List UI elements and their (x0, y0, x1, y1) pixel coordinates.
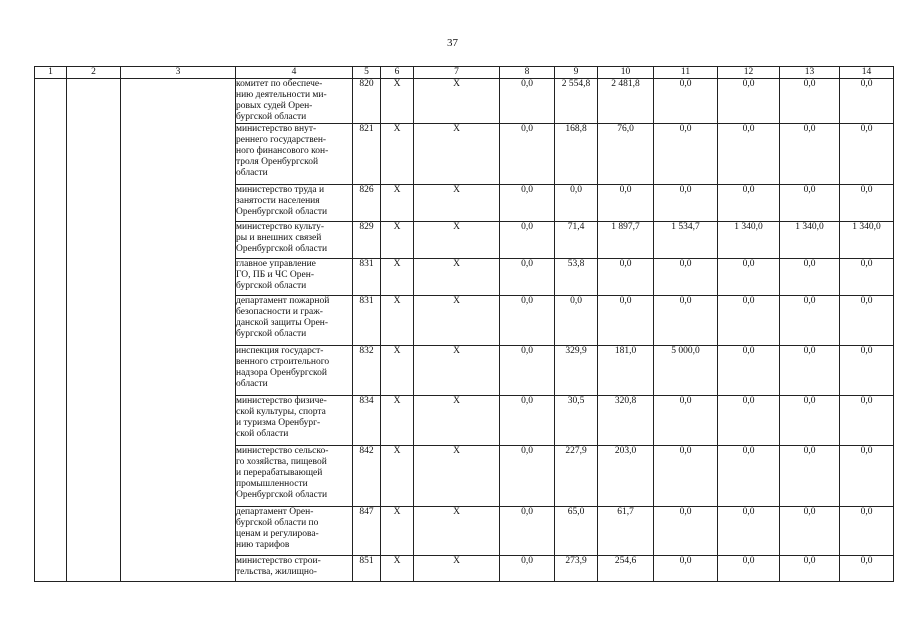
page-number: 37 (447, 37, 458, 49)
organization-name-line: бургской области по (236, 518, 319, 528)
column-6-cell: Х (381, 185, 414, 222)
organization-name-line: министерство труда и (236, 185, 325, 195)
column-9-value: 30,5 (555, 396, 598, 446)
department-code-cell: 829 (353, 222, 381, 259)
column-8-value: 0,0 (500, 556, 555, 582)
column-11-value: 0,0 (654, 259, 718, 296)
department-code-cell: 832 (353, 346, 381, 396)
column-7-cell: Х (414, 259, 500, 296)
column-6-cell: Х (381, 507, 414, 556)
organization-name-line: бургской области (236, 329, 307, 339)
organization-name-line: министерство физиче- (236, 396, 327, 406)
organization-name-line: министерство внут- (236, 124, 317, 134)
column-9-value: 53,8 (555, 259, 598, 296)
column-11-value: 0,0 (654, 79, 718, 124)
column-13-value: 0,0 (780, 185, 840, 222)
column-14-value: 0,0 (840, 507, 894, 556)
column-header-9: 9 (555, 67, 598, 79)
column-12-value: 0,0 (718, 507, 780, 556)
column-13-value: 0,0 (780, 79, 840, 124)
column-13-value: 0,0 (780, 556, 840, 582)
department-code-cell: 820 (353, 79, 381, 124)
column-10-value: 2 481,8 (598, 79, 654, 124)
column-9-value: 71,4 (555, 222, 598, 259)
column-7-cell: Х (414, 556, 500, 582)
budget-table (34, 66, 894, 582)
organization-name-line: Оренбургской области (236, 244, 328, 254)
column-12-value: 0,0 (718, 79, 780, 124)
column-header-7: 7 (414, 67, 500, 79)
column-9-value: 329,9 (555, 346, 598, 396)
organization-name-cell (236, 396, 353, 446)
column-10-value: 1 897,7 (598, 222, 654, 259)
organization-name-cell (236, 296, 353, 346)
organization-name-line: данской защиты Орен- (236, 318, 329, 328)
department-code-cell: 842 (353, 446, 381, 507)
column-7-cell: Х (414, 185, 500, 222)
organization-name-line: министерство строи- (236, 556, 321, 566)
column-13-value: 0,0 (780, 124, 840, 185)
column-14-value: 0,0 (840, 259, 894, 296)
merged-blank-cell-col-3 (121, 79, 236, 582)
department-code-cell: 834 (353, 396, 381, 446)
organization-name-line: Оренбургской области (236, 490, 328, 500)
column-10-value: 76,0 (598, 124, 654, 185)
column-13-value: 0,0 (780, 259, 840, 296)
organization-name-line: и перерабатывающей (236, 468, 323, 478)
column-12-value: 0,0 (718, 259, 780, 296)
organization-name-cell (236, 346, 353, 396)
organization-name-line: ровых судей Орен- (236, 101, 313, 111)
column-14-value: 0,0 (840, 185, 894, 222)
column-12-value: 0,0 (718, 396, 780, 446)
column-11-value: 0,0 (654, 185, 718, 222)
column-6-cell: Х (381, 396, 414, 446)
column-8-value: 0,0 (500, 507, 555, 556)
column-10-value: 181,0 (598, 346, 654, 396)
column-header-13: 13 (780, 67, 840, 79)
column-9-value: 273,9 (555, 556, 598, 582)
organization-name-line: ГО, ПБ и ЧС Орен- (236, 270, 314, 280)
organization-name-cell (236, 259, 353, 296)
column-header-12: 12 (718, 67, 780, 79)
column-13-value: 0,0 (780, 346, 840, 396)
column-header-11: 11 (654, 67, 718, 79)
column-9-value: 65,0 (555, 507, 598, 556)
column-10-value: 254,6 (598, 556, 654, 582)
column-12-value: 1 340,0 (718, 222, 780, 259)
organization-name-cell (236, 222, 353, 259)
column-8-value: 0,0 (500, 446, 555, 507)
organization-name-line: промышленности (236, 479, 308, 489)
organization-name-line: ного финансового кон- (236, 146, 329, 156)
organization-name-cell (236, 79, 353, 124)
header-row (35, 67, 894, 79)
column-8-value: 0,0 (500, 346, 555, 396)
table-body (35, 79, 894, 582)
organization-name-line: надзора Оренбургской (236, 368, 328, 378)
organization-name-cell (236, 446, 353, 507)
column-14-value: 0,0 (840, 556, 894, 582)
column-12-value: 0,0 (718, 346, 780, 396)
organization-name-line: бургской области (236, 112, 307, 122)
column-header-6: 6 (381, 67, 414, 79)
column-11-value: 0,0 (654, 556, 718, 582)
column-7-cell: Х (414, 346, 500, 396)
column-8-value: 0,0 (500, 79, 555, 124)
column-6-cell: Х (381, 124, 414, 185)
organization-name-line: нию тарифов (236, 540, 290, 550)
column-9-value: 0,0 (555, 185, 598, 222)
column-9-value: 0,0 (555, 296, 598, 346)
column-8-value: 0,0 (500, 222, 555, 259)
column-13-value: 0,0 (780, 507, 840, 556)
organization-name-line: Оренбургской области (236, 207, 328, 217)
organization-name-line: нию деятельности ми- (236, 90, 327, 100)
column-6-cell: Х (381, 222, 414, 259)
column-8-value: 0,0 (500, 124, 555, 185)
column-header-14: 14 (840, 67, 894, 79)
organization-name-line: области (236, 168, 268, 178)
organization-name-line: департамент Орен- (236, 507, 314, 517)
column-14-value: 1 340,0 (840, 222, 894, 259)
column-7-cell: Х (414, 446, 500, 507)
column-10-value: 0,0 (598, 259, 654, 296)
organization-name-line: троля Оренбургской (236, 157, 319, 167)
column-13-value: 0,0 (780, 296, 840, 346)
column-7-cell: Х (414, 124, 500, 185)
department-code-cell: 831 (353, 259, 381, 296)
organization-name-line: ской области (236, 429, 289, 439)
column-header-2: 2 (67, 67, 121, 79)
column-6-cell: Х (381, 259, 414, 296)
column-9-value: 2 554,8 (555, 79, 598, 124)
organization-name-line: го хозяйства, пищевой (236, 457, 327, 467)
column-8-value: 0,0 (500, 259, 555, 296)
column-8-value: 0,0 (500, 396, 555, 446)
organization-name-line: реннего государствен- (236, 135, 327, 145)
organization-name-line: главное управление (236, 259, 316, 269)
column-11-value: 0,0 (654, 124, 718, 185)
department-code-cell: 831 (353, 296, 381, 346)
column-6-cell: Х (381, 446, 414, 507)
column-6-cell: Х (381, 346, 414, 396)
organization-name-cell (236, 556, 353, 582)
department-code-cell: 847 (353, 507, 381, 556)
column-header-1: 1 (35, 67, 67, 79)
organization-name-line: инспекция государст- (236, 346, 324, 356)
table-row (35, 79, 894, 124)
organization-name-line: венного строительного (236, 357, 330, 367)
column-8-value: 0,0 (500, 185, 555, 222)
column-11-value: 0,0 (654, 396, 718, 446)
column-11-value: 0,0 (654, 296, 718, 346)
column-12-value: 0,0 (718, 185, 780, 222)
column-14-value: 0,0 (840, 296, 894, 346)
column-11-value: 5 000,0 (654, 346, 718, 396)
column-13-value: 0,0 (780, 446, 840, 507)
column-9-value: 168,8 (555, 124, 598, 185)
column-10-value: 203,0 (598, 446, 654, 507)
column-12-value: 0,0 (718, 296, 780, 346)
organization-name-line: занятости населения (236, 196, 320, 206)
column-14-value: 0,0 (840, 346, 894, 396)
column-10-value: 0,0 (598, 296, 654, 346)
organization-name-line: бургской области (236, 281, 307, 291)
column-14-value: 0,0 (840, 79, 894, 124)
column-header-5: 5 (353, 67, 381, 79)
column-12-value: 0,0 (718, 124, 780, 185)
merged-blank-cell-col-2 (67, 79, 121, 582)
column-13-value: 1 340,0 (780, 222, 840, 259)
column-header-8: 8 (500, 67, 555, 79)
department-code-cell: 826 (353, 185, 381, 222)
organization-name-line: области (236, 379, 268, 389)
column-7-cell: Х (414, 507, 500, 556)
column-14-value: 0,0 (840, 446, 894, 507)
column-12-value: 0,0 (718, 446, 780, 507)
organization-name-cell (236, 507, 353, 556)
column-11-value: 0,0 (654, 507, 718, 556)
column-header-4: 4 (236, 67, 353, 79)
column-8-value: 0,0 (500, 296, 555, 346)
column-10-value: 320,8 (598, 396, 654, 446)
organization-name-line: министерство культу- (236, 222, 324, 232)
column-14-value: 0,0 (840, 124, 894, 185)
organization-name-line: тельства, жилищно- (236, 567, 317, 577)
organization-name-line: ры и внешних связей (236, 233, 322, 243)
column-12-value: 0,0 (718, 556, 780, 582)
column-10-value: 61,7 (598, 507, 654, 556)
column-14-value: 0,0 (840, 396, 894, 446)
column-13-value: 0,0 (780, 396, 840, 446)
column-header-10: 10 (598, 67, 654, 79)
column-6-cell: Х (381, 296, 414, 346)
organization-name-line: безопасности и граж- (236, 307, 323, 317)
department-code-cell: 821 (353, 124, 381, 185)
column-header-3: 3 (121, 67, 236, 79)
organization-name-line: ценам и регулирова- (236, 529, 319, 539)
organization-name-line: департамент пожарной (236, 296, 330, 306)
column-11-value: 1 534,7 (654, 222, 718, 259)
organization-name-line: и туризма Оренбург- (236, 418, 321, 428)
column-11-value: 0,0 (654, 446, 718, 507)
organization-name-line: комитет по обеспече- (236, 79, 323, 89)
organization-name-cell (236, 124, 353, 185)
column-7-cell: Х (414, 222, 500, 259)
column-10-value: 0,0 (598, 185, 654, 222)
department-code-cell: 851 (353, 556, 381, 582)
column-9-value: 227,9 (555, 446, 598, 507)
merged-blank-cell-col-1 (35, 79, 67, 582)
column-7-cell: Х (414, 296, 500, 346)
column-7-cell: Х (414, 396, 500, 446)
column-6-cell: Х (381, 79, 414, 124)
organization-name-line: ской культуры, спорта (236, 407, 326, 417)
organization-name-line: министерство сельско- (236, 446, 329, 456)
column-7-cell: Х (414, 79, 500, 124)
organization-name-cell (236, 185, 353, 222)
column-6-cell: Х (381, 556, 414, 582)
